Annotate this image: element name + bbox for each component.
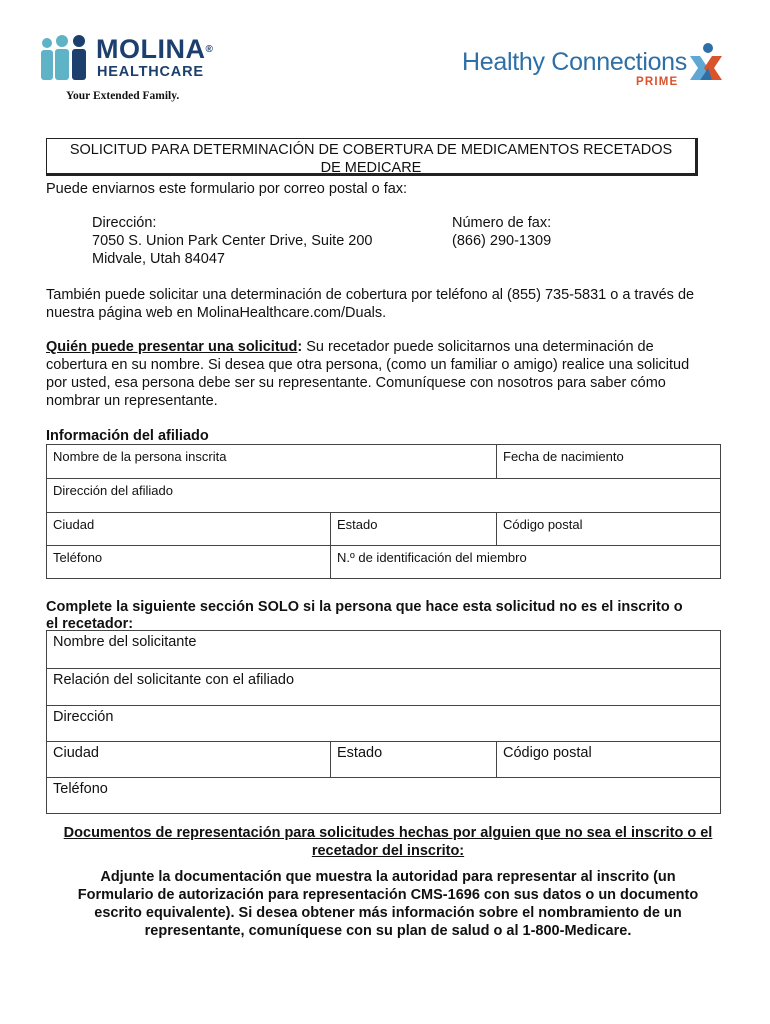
requester-zip-field[interactable]: Código postal — [497, 742, 721, 778]
who-paragraph-line-3: por usted, esa persona debe ser su representante. Comuníquese con nosotros para saber cómo — [46, 375, 666, 391]
requester-info-table — [46, 630, 721, 814]
requester-heading-line-1: Complete la siguiente sección SOLO si la persona que hace esta solicitud no es el inscrito o — [46, 599, 683, 615]
healthy-connections-prime: PRIME — [636, 76, 679, 88]
molina-healthcare-wordmark: HEALTHCARE — [97, 64, 204, 80]
member-zip-field[interactable]: Código postal — [497, 513, 721, 546]
fax-label: Número de fax: — [452, 215, 552, 231]
member-address-field[interactable]: Dirección del afiliado — [47, 479, 721, 513]
requester-state-field[interactable]: Estado — [331, 742, 497, 778]
intro-text: Puede enviarnos este formulario por correo postal o fax: — [46, 181, 408, 197]
fax-number: (866) 290-1309 — [452, 233, 552, 249]
representation-heading-line-2: recetador del inscrito: — [311, 843, 465, 859]
address-line-1: 7050 S. Union Park Center Drive, Suite 200 — [92, 233, 373, 249]
who-paragraph-line-1 — [46, 338, 654, 356]
address-label: Dirección: — [92, 215, 157, 231]
molina-wordmark: MOLINA® — [96, 34, 214, 64]
requester-city-field[interactable]: Ciudad — [47, 742, 331, 778]
form-title — [46, 138, 698, 176]
representation-body-line-4: representante, comuníquese con su plan de salud o al 1-800-Medicare. — [144, 923, 632, 939]
phone-paragraph-line-1: También puede solicitar una determinación de cobertura por teléfono al (855) 735-5831 o a través de — [46, 287, 695, 303]
requester-relationship-field[interactable]: Relación del solicitante con el afiliado — [47, 669, 721, 706]
member-dob-field[interactable]: Fecha de nacimiento — [497, 445, 721, 479]
who-paragraph-line-2: cobertura en su nombre. Si desea que otra persona, (como un familiar o amigo) realice una solicitud — [46, 357, 690, 373]
representation-heading-line-1: Documentos de representación para solicitudes hechas por alguien que no sea el inscrito o el — [63, 825, 713, 841]
representation-body-line-1: Adjunte la documentación que muestra la autoridad para representar al inscrito (un — [100, 869, 676, 885]
who-heading-colon: : — [297, 339, 303, 355]
member-id-field[interactable]: N.º de identificación del miembro — [331, 546, 721, 579]
who-line-1-rest: Su recetador puede solicitarnos una determinación de — [302, 339, 654, 355]
member-section-heading: Información del afiliado — [46, 428, 209, 444]
who-heading: Quién puede presentar una solicitud — [46, 339, 298, 355]
member-name-field[interactable]: Nombre de la persona inscrita — [47, 445, 497, 479]
address-line-2: Midvale, Utah 84047 — [92, 251, 225, 267]
molina-people-logo-icon — [38, 34, 94, 82]
requester-heading-line-2: el recetador: — [46, 616, 134, 632]
representation-body-line-3: escrito equivalente). Si desea obtener más información sobre el nombramiento de un — [94, 905, 682, 921]
healthy-connections-wordmark: Healthy Connections — [462, 48, 687, 76]
representation-body-line-2: Formulario de autorización para representación CMS-1696 con sus datos o un documento — [77, 887, 699, 903]
form-title-line-1: SOLICITUD PARA DETERMINACIÓN DE COBERTURA DE MEDICAMENTOS RECETADOS — [69, 142, 673, 158]
form-title-line-2: DE MEDICARE — [320, 160, 422, 176]
healthy-connections-x-logo-icon — [686, 42, 726, 90]
phone-paragraph-line-2: nuestra página web en MolinaHealthcare.com/Duals. — [46, 305, 387, 321]
member-phone-field[interactable]: Teléfono — [47, 546, 331, 579]
member-state-field[interactable]: Estado — [331, 513, 497, 546]
who-paragraph-line-4: nombrar un representante. — [46, 393, 218, 409]
requester-phone-field[interactable]: Teléfono — [47, 778, 721, 814]
member-info-table — [46, 444, 721, 579]
requester-address-field[interactable]: Dirección — [47, 706, 721, 742]
molina-tagline: Your Extended Family. — [66, 90, 180, 102]
requester-name-field[interactable]: Nombre del solicitante — [47, 631, 721, 669]
member-city-field[interactable]: Ciudad — [47, 513, 331, 546]
